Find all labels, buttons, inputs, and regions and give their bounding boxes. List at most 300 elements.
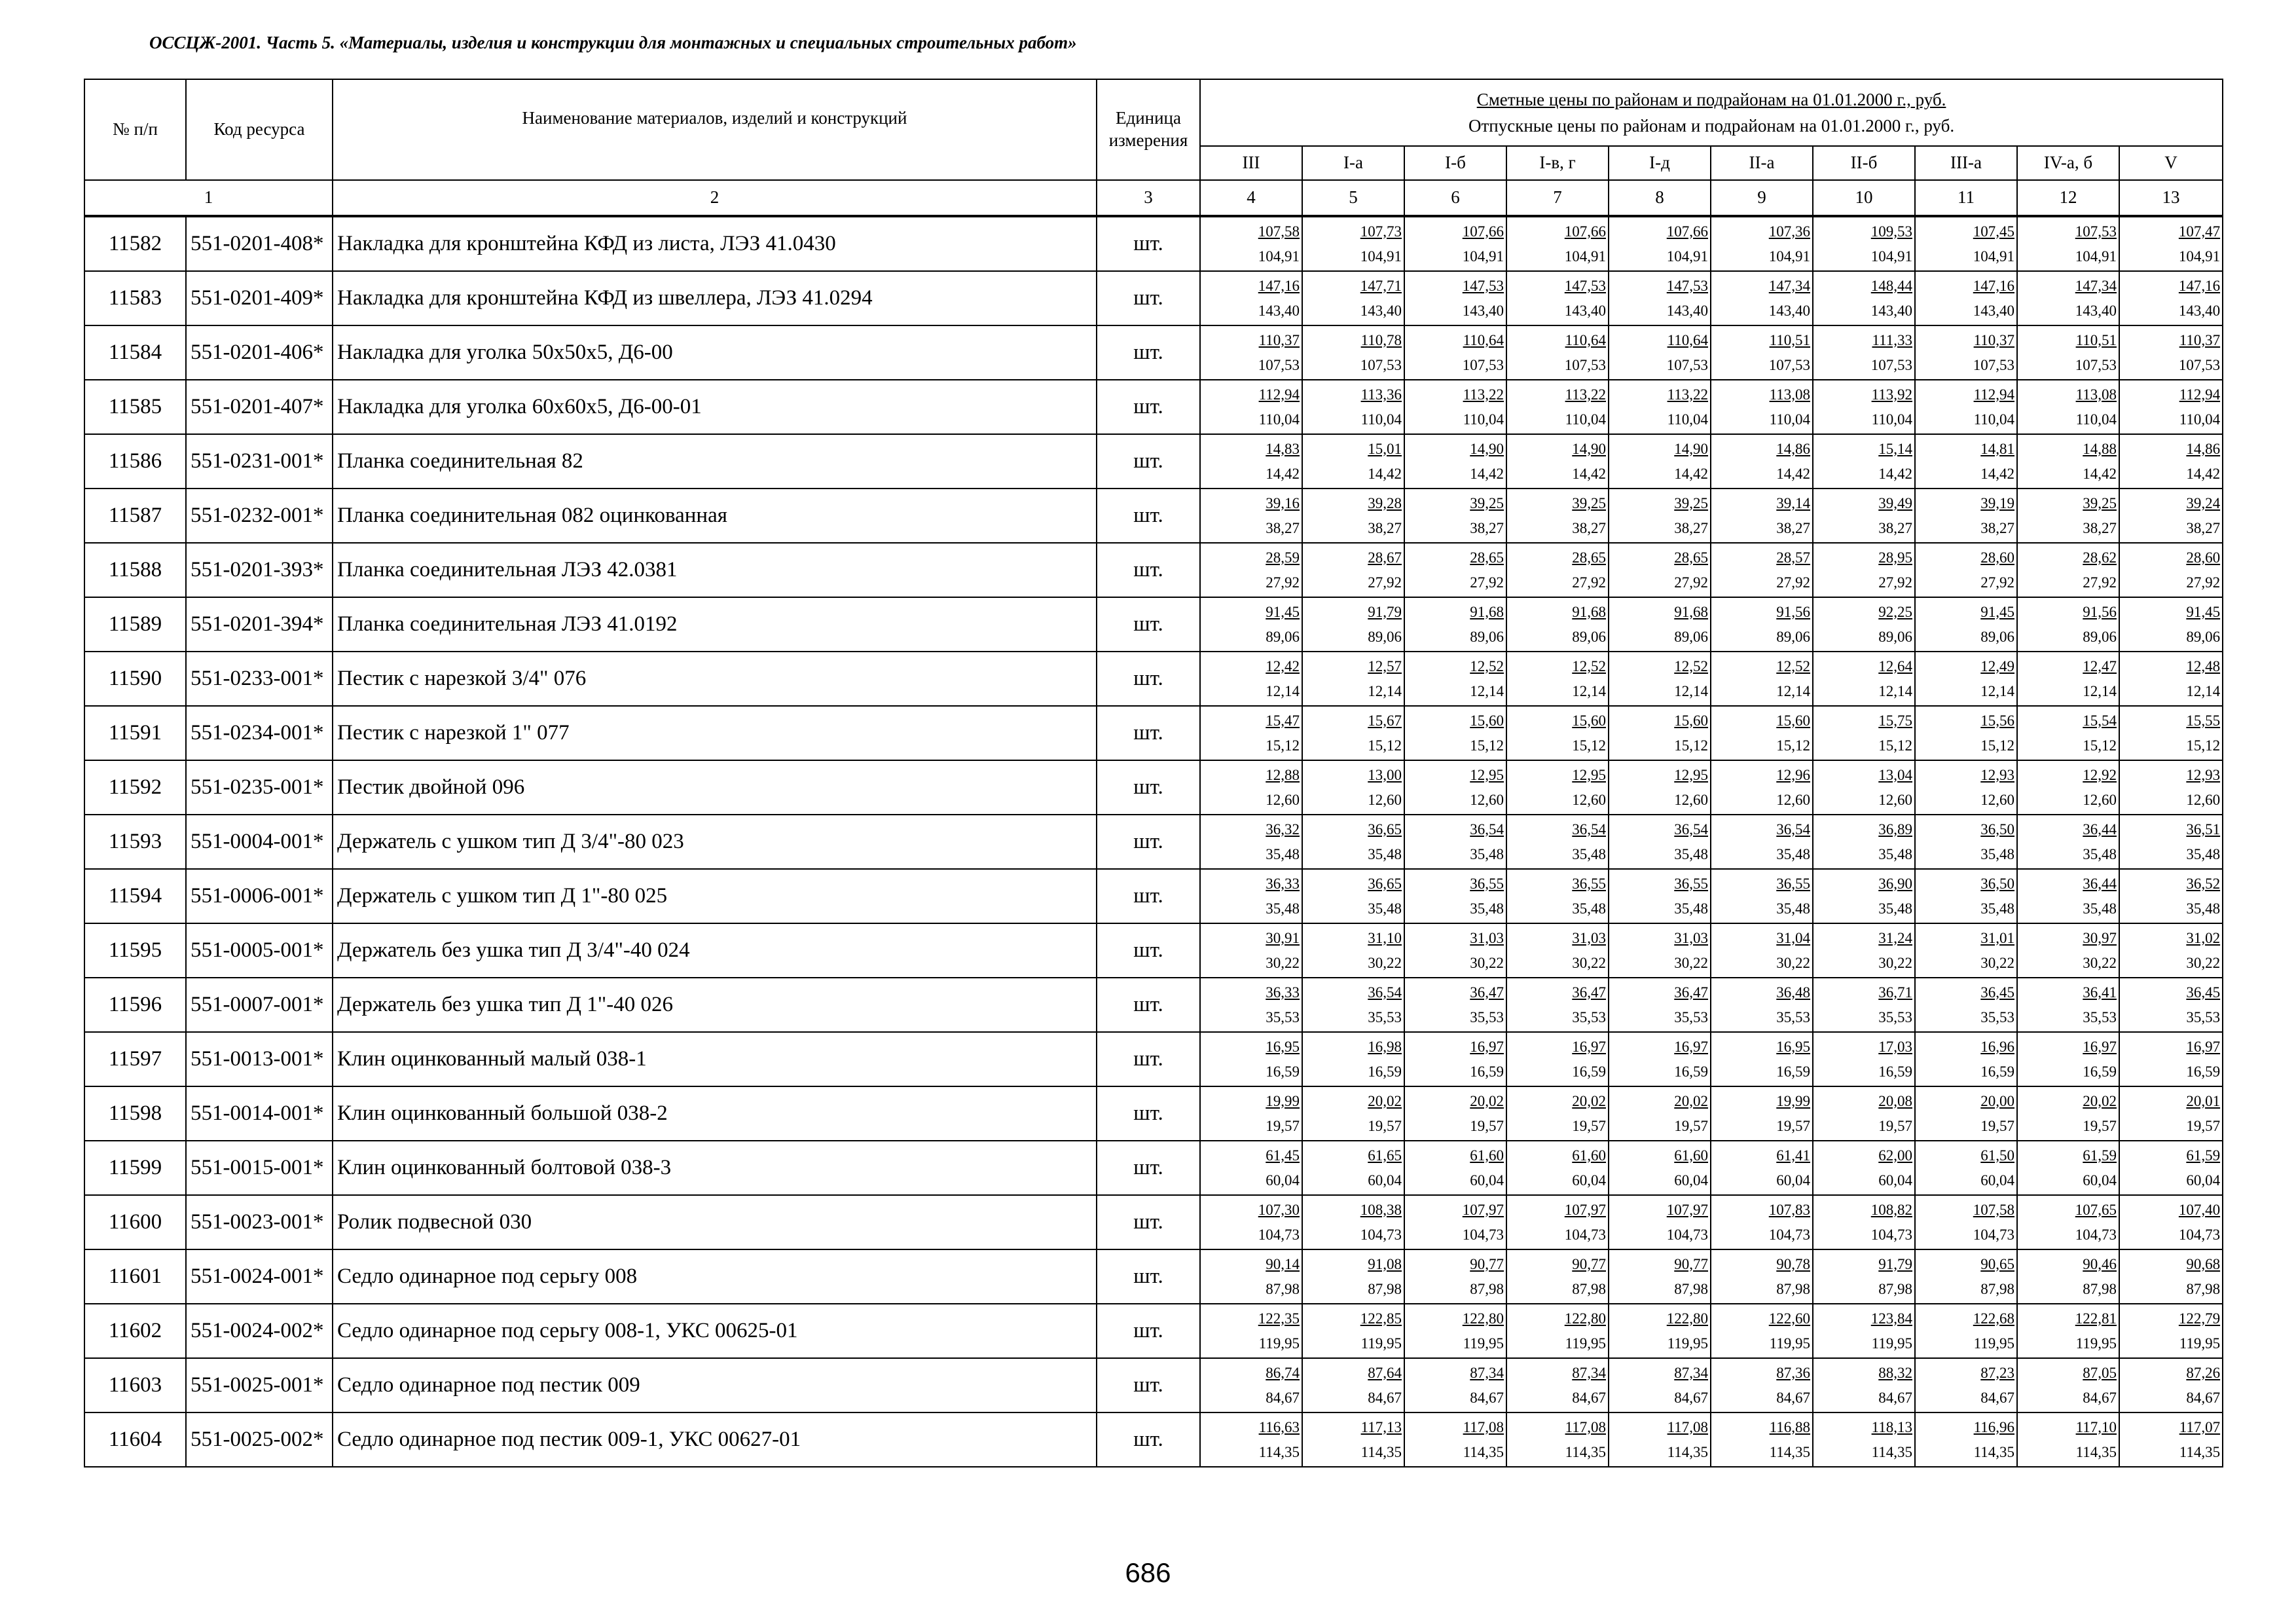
release-price: 30,22 xyxy=(1674,954,1708,971)
estimated-price: 39,14 xyxy=(1776,494,1810,511)
release-price: 12,14 xyxy=(1572,682,1606,699)
price-cell xyxy=(1711,1195,1813,1249)
resource-code: 551-0201-409* xyxy=(186,271,333,325)
region-header: V xyxy=(2119,146,2223,180)
unit-cell: шт. xyxy=(1097,216,1200,271)
estimated-price: 92,25 xyxy=(1878,603,1912,620)
price-cell xyxy=(1609,597,1711,652)
release-price: 35,48 xyxy=(1266,900,1300,917)
material-name: Планка соединительная 82 xyxy=(333,434,1097,489)
estimated-price: 107,66 xyxy=(1564,223,1606,240)
release-price: 15,12 xyxy=(1572,737,1606,754)
estimated-price: 28,60 xyxy=(2186,549,2221,566)
price-cell xyxy=(2119,325,2223,380)
price-cell xyxy=(2017,325,2119,380)
price-cell xyxy=(1302,760,1404,815)
column-number: 13 xyxy=(2119,180,2223,216)
region-header: I-д xyxy=(1609,146,1711,180)
price-cell xyxy=(1200,216,1302,271)
price-cell xyxy=(1302,652,1404,706)
price-cell xyxy=(2017,489,2119,543)
price-cell xyxy=(1302,1304,1404,1358)
release-price: 104,91 xyxy=(1870,248,1912,265)
estimated-price: 39,16 xyxy=(1266,494,1300,511)
release-price: 110,04 xyxy=(1565,411,1606,428)
estimated-price: 147,16 xyxy=(2178,277,2221,294)
column-number: 4 xyxy=(1200,180,1302,216)
resource-code: 551-0234-001* xyxy=(186,706,333,760)
release-price: 38,27 xyxy=(1674,519,1708,536)
material-name: Накладка для уголка 60х60х5, Д6-00-01 xyxy=(333,380,1097,434)
header-unit: Единица измерения xyxy=(1097,79,1200,180)
column-number: 5 xyxy=(1302,180,1404,216)
price-cell xyxy=(1915,1032,2017,1086)
release-price: 89,06 xyxy=(1878,628,1912,645)
material-name: Держатель с ушком тип Д 1"-80 025 xyxy=(333,869,1097,923)
estimated-price: 15,47 xyxy=(1266,712,1300,729)
estimated-price: 36,47 xyxy=(1470,984,1504,1001)
release-price: 12,60 xyxy=(1878,791,1912,808)
estimated-price: 111,33 xyxy=(1872,331,1912,348)
estimated-price: 36,55 xyxy=(1776,875,1810,892)
release-price: 104,73 xyxy=(2178,1226,2221,1243)
resource-code: 551-0201-407* xyxy=(186,380,333,434)
estimated-price: 107,73 xyxy=(1360,223,1402,240)
estimated-price: 39,25 xyxy=(1572,494,1606,511)
row-number: 11589 xyxy=(84,597,186,652)
price-cell xyxy=(1200,1304,1302,1358)
release-price: 104,91 xyxy=(1462,248,1504,265)
estimated-price: 36,55 xyxy=(1470,875,1504,892)
price-cell xyxy=(1404,1412,1506,1467)
estimated-price: 147,71 xyxy=(1360,277,1402,294)
estimated-price: 36,45 xyxy=(2186,984,2221,1001)
price-cell xyxy=(1609,325,1711,380)
release-price: 114,35 xyxy=(1360,1443,1402,1460)
release-price: 38,27 xyxy=(1776,519,1810,536)
region-header: II-б xyxy=(1813,146,1915,180)
estimated-price: 107,36 xyxy=(1768,223,1810,240)
release-price: 143,40 xyxy=(1768,302,1810,319)
price-cell xyxy=(2017,597,2119,652)
estimated-price: 14,86 xyxy=(1776,440,1810,457)
estimated-price: 147,16 xyxy=(1973,277,2014,294)
unit-cell: шт. xyxy=(1097,1195,1200,1249)
release-price: 19,57 xyxy=(1776,1117,1810,1134)
price-cell xyxy=(1609,652,1711,706)
price-cell xyxy=(1506,380,1609,434)
price-cell xyxy=(1711,706,1813,760)
release-price: 104,73 xyxy=(1666,1226,1708,1243)
price-cell xyxy=(1404,1249,1506,1304)
release-price: 60,04 xyxy=(1776,1172,1810,1189)
table-row xyxy=(84,1141,2223,1195)
table-row xyxy=(84,1032,2223,1086)
price-cell xyxy=(2119,1195,2223,1249)
estimated-price: 91,68 xyxy=(1470,603,1504,620)
price-cell xyxy=(1404,1032,1506,1086)
estimated-price: 122,85 xyxy=(1360,1310,1402,1327)
price-cell xyxy=(1711,1086,1813,1141)
estimated-price: 107,30 xyxy=(1258,1201,1300,1218)
price-cell xyxy=(2119,597,2223,652)
estimated-price: 28,57 xyxy=(1776,549,1810,566)
region-header: I-а xyxy=(1302,146,1404,180)
estimated-price: 12,95 xyxy=(1674,766,1708,783)
table-row xyxy=(84,1195,2223,1249)
estimated-price: 15,75 xyxy=(1878,712,1912,729)
release-price: 14,42 xyxy=(1980,465,2014,482)
material-name: Седло одинарное под серьгу 008 xyxy=(333,1249,1097,1304)
price-cell xyxy=(1915,978,2017,1032)
price-cell xyxy=(1200,1086,1302,1141)
release-price: 30,22 xyxy=(1266,954,1300,971)
unit-cell: шт. xyxy=(1097,978,1200,1032)
price-cell xyxy=(1813,543,1915,597)
price-cell xyxy=(1506,815,1609,869)
release-price: 19,57 xyxy=(2186,1117,2221,1134)
estimated-price: 91,68 xyxy=(1572,603,1606,620)
release-price: 35,48 xyxy=(1674,900,1708,917)
price-cell xyxy=(1200,978,1302,1032)
price-cell xyxy=(1915,1412,2017,1467)
estimated-price: 87,34 xyxy=(1470,1364,1504,1381)
price-cell xyxy=(1404,923,1506,978)
price-cell xyxy=(2119,1086,2223,1141)
estimated-price: 61,60 xyxy=(1470,1147,1504,1164)
release-price: 19,57 xyxy=(1878,1117,1912,1134)
price-cell xyxy=(1813,706,1915,760)
price-cell xyxy=(1200,434,1302,489)
unit-cell: шт. xyxy=(1097,652,1200,706)
release-price: 27,92 xyxy=(2186,574,2221,591)
release-price: 60,04 xyxy=(1368,1172,1402,1189)
price-cell xyxy=(1200,706,1302,760)
release-price: 12,14 xyxy=(2083,682,2117,699)
material-name: Планка соединительная ЛЭЗ 41.0192 xyxy=(333,597,1097,652)
estimated-price: 107,45 xyxy=(1973,223,2014,240)
price-cell xyxy=(1506,1141,1609,1195)
table-row xyxy=(84,815,2223,869)
table-row xyxy=(84,434,2223,489)
table-row xyxy=(84,380,2223,434)
price-cell xyxy=(1200,1249,1302,1304)
estimated-price: 36,54 xyxy=(1470,821,1504,838)
estimated-price: 14,81 xyxy=(1980,440,2014,457)
estimated-price: 107,47 xyxy=(2178,223,2221,240)
estimated-price: 61,60 xyxy=(1674,1147,1708,1164)
unit-cell: шт. xyxy=(1097,489,1200,543)
release-price: 12,14 xyxy=(1980,682,2014,699)
table-row xyxy=(84,652,2223,706)
resource-code: 551-0232-001* xyxy=(186,489,333,543)
header-release-prices: Отпускные цены по районам и подрайонам на 01.01.2000 г., руб. xyxy=(1468,116,1955,136)
release-price: 89,06 xyxy=(1266,628,1300,645)
price-cell xyxy=(1200,597,1302,652)
price-cell xyxy=(1506,543,1609,597)
price-cell xyxy=(1711,597,1813,652)
estimated-price: 36,65 xyxy=(1368,875,1402,892)
price-cell xyxy=(1302,815,1404,869)
price-cell xyxy=(1915,325,2017,380)
material-name: Держатель без ушка тип Д 1"-40 026 xyxy=(333,978,1097,1032)
release-price: 30,22 xyxy=(1572,954,1606,971)
release-price: 104,91 xyxy=(1564,248,1606,265)
estimated-price: 15,54 xyxy=(2083,712,2117,729)
release-price: 27,92 xyxy=(1368,574,1402,591)
release-price: 27,92 xyxy=(1266,574,1300,591)
release-price: 110,04 xyxy=(1463,411,1504,428)
estimated-price: 122,35 xyxy=(1258,1310,1300,1327)
estimated-price: 20,08 xyxy=(1878,1092,1912,1109)
release-price: 119,95 xyxy=(1258,1335,1300,1352)
estimated-price: 12,42 xyxy=(1266,657,1300,674)
resource-code: 551-0014-001* xyxy=(186,1086,333,1141)
price-cell xyxy=(2119,923,2223,978)
release-price: 114,35 xyxy=(1769,1443,1810,1460)
unit-cell: шт. xyxy=(1097,1086,1200,1141)
estimated-price: 109,53 xyxy=(1870,223,1912,240)
release-price: 60,04 xyxy=(2186,1172,2221,1189)
price-cell xyxy=(1506,978,1609,1032)
price-cell xyxy=(1813,1086,1915,1141)
estimated-price: 61,50 xyxy=(1980,1147,2014,1164)
price-cell xyxy=(1506,869,1609,923)
price-cell xyxy=(2017,1032,2119,1086)
estimated-price: 122,68 xyxy=(1973,1310,2014,1327)
price-cell xyxy=(1506,706,1609,760)
release-price: 35,48 xyxy=(1368,900,1402,917)
price-cell xyxy=(1609,1141,1711,1195)
estimated-price: 91,45 xyxy=(1980,603,2014,620)
release-price: 119,95 xyxy=(2179,1335,2221,1352)
price-cell xyxy=(1506,1032,1609,1086)
price-cell xyxy=(1915,923,2017,978)
price-cell xyxy=(1404,434,1506,489)
price-cell xyxy=(1404,1304,1506,1358)
price-cell xyxy=(1813,1249,1915,1304)
estimated-price: 15,60 xyxy=(1776,712,1810,729)
price-cell xyxy=(2119,760,2223,815)
estimated-price: 39,25 xyxy=(1674,494,1708,511)
price-cell xyxy=(1813,923,1915,978)
price-cell xyxy=(1915,1141,2017,1195)
table-row xyxy=(84,923,2223,978)
release-price: 143,40 xyxy=(1666,302,1708,319)
release-price: 104,91 xyxy=(1666,248,1708,265)
estimated-price: 16,98 xyxy=(1368,1038,1402,1055)
release-price: 35,53 xyxy=(1776,1008,1810,1025)
estimated-price: 61,59 xyxy=(2186,1147,2221,1164)
price-cell xyxy=(1813,1032,1915,1086)
release-price: 35,53 xyxy=(1878,1008,1912,1025)
estimated-price: 13,00 xyxy=(1368,766,1402,783)
price-cell xyxy=(1609,760,1711,815)
price-cell xyxy=(1302,489,1404,543)
estimated-price: 28,65 xyxy=(1470,549,1504,566)
material-name: Пестик с нарезкой 1" 077 xyxy=(333,706,1097,760)
estimated-price: 15,14 xyxy=(1878,440,1912,457)
price-cell xyxy=(1813,434,1915,489)
price-cell xyxy=(1813,1304,1915,1358)
price-cell xyxy=(1200,923,1302,978)
price-cell xyxy=(1813,1141,1915,1195)
price-cell xyxy=(1609,923,1711,978)
estimated-price: 110,64 xyxy=(1667,331,1708,348)
estimated-price: 12,88 xyxy=(1266,766,1300,783)
price-cell xyxy=(1711,1412,1813,1467)
row-number: 11593 xyxy=(84,815,186,869)
price-cell xyxy=(1609,1032,1711,1086)
estimated-price: 117,08 xyxy=(1565,1418,1606,1435)
estimated-price: 19,99 xyxy=(1266,1092,1300,1109)
header-prices-group xyxy=(1200,79,2223,146)
price-cell xyxy=(1404,489,1506,543)
release-price: 89,06 xyxy=(1368,628,1402,645)
estimated-price: 113,92 xyxy=(1871,386,1912,403)
price-cell xyxy=(1915,869,2017,923)
unit-cell: шт. xyxy=(1097,760,1200,815)
column-number: 7 xyxy=(1506,180,1609,216)
release-price: 89,06 xyxy=(1674,628,1708,645)
release-price: 60,04 xyxy=(1980,1172,2014,1189)
estimated-price: 123,84 xyxy=(1870,1310,1912,1327)
price-cell xyxy=(1915,1195,2017,1249)
price-cell xyxy=(1915,706,2017,760)
release-price: 38,27 xyxy=(1572,519,1606,536)
price-cell xyxy=(1506,1249,1609,1304)
price-cell xyxy=(1915,1249,2017,1304)
estimated-price: 15,60 xyxy=(1470,712,1504,729)
price-cell xyxy=(1302,597,1404,652)
resource-code: 551-0006-001* xyxy=(186,869,333,923)
material-name: Клин оцинкованный малый 038-1 xyxy=(333,1032,1097,1086)
estimated-price: 147,53 xyxy=(1462,277,1504,294)
price-cell xyxy=(1915,815,2017,869)
release-price: 35,53 xyxy=(1980,1008,2014,1025)
release-price: 35,53 xyxy=(1368,1008,1402,1025)
price-cell xyxy=(1506,1412,1609,1467)
release-price: 16,59 xyxy=(1980,1063,2014,1080)
price-cell xyxy=(1404,706,1506,760)
price-cell xyxy=(1711,923,1813,978)
price-cell xyxy=(1200,760,1302,815)
price-cell xyxy=(1506,1304,1609,1358)
estimated-price: 112,94 xyxy=(2179,386,2221,403)
estimated-price: 87,34 xyxy=(1572,1364,1606,1381)
material-name: Накладка для кронштейна КФД из швеллера, ЛЭЗ 41.0294 xyxy=(333,271,1097,325)
release-price: 27,92 xyxy=(2083,574,2117,591)
release-price: 35,48 xyxy=(1980,845,2014,862)
price-cell xyxy=(2119,869,2223,923)
unit-cell: шт. xyxy=(1097,1358,1200,1412)
release-price: 27,92 xyxy=(1776,574,1810,591)
resource-code: 551-0005-001* xyxy=(186,923,333,978)
row-number: 11591 xyxy=(84,706,186,760)
estimated-price: 36,71 xyxy=(1878,984,1912,1001)
estimated-price: 113,22 xyxy=(1463,386,1504,403)
resource-code: 551-0231-001* xyxy=(186,434,333,489)
region-header: IV-а, б xyxy=(2017,146,2119,180)
price-cell xyxy=(1609,1358,1711,1412)
price-cell xyxy=(2119,706,2223,760)
release-price: 38,27 xyxy=(1470,519,1504,536)
estimated-price: 28,62 xyxy=(2083,549,2117,566)
resource-code: 551-0004-001* xyxy=(186,815,333,869)
price-cell xyxy=(2017,760,2119,815)
price-cell xyxy=(2119,434,2223,489)
estimated-price: 90,77 xyxy=(1572,1255,1606,1272)
region-header: III-а xyxy=(1915,146,2017,180)
estimated-price: 91,79 xyxy=(1368,603,1402,620)
release-price: 38,27 xyxy=(2186,519,2221,536)
row-number: 11594 xyxy=(84,869,186,923)
estimated-price: 31,03 xyxy=(1674,929,1708,946)
price-cell xyxy=(1506,597,1609,652)
release-price: 30,22 xyxy=(1776,954,1810,971)
estimated-price: 12,52 xyxy=(1470,657,1504,674)
table-row xyxy=(84,597,2223,652)
release-price: 143,40 xyxy=(1360,302,1402,319)
release-price: 107,53 xyxy=(1666,356,1708,373)
release-price: 30,22 xyxy=(1368,954,1402,971)
release-price: 35,48 xyxy=(2083,845,2117,862)
estimated-price: 87,26 xyxy=(2186,1364,2221,1381)
release-price: 27,92 xyxy=(1878,574,1912,591)
release-price: 104,73 xyxy=(1462,1226,1504,1243)
release-price: 143,40 xyxy=(1564,302,1606,319)
estimated-price: 12,57 xyxy=(1368,657,1402,674)
estimated-price: 147,16 xyxy=(1258,277,1300,294)
column-number: 1 xyxy=(84,180,333,216)
release-price: 110,04 xyxy=(1973,411,2014,428)
estimated-price: 61,60 xyxy=(1572,1147,1606,1164)
price-cell xyxy=(2017,1304,2119,1358)
estimated-price: 110,78 xyxy=(1360,331,1402,348)
estimated-price: 16,95 xyxy=(1776,1038,1810,1055)
estimated-price: 12,93 xyxy=(1980,766,2014,783)
estimated-price: 20,02 xyxy=(1674,1092,1708,1109)
material-name: Держатель без ушка тип Д 3/4"-40 024 xyxy=(333,923,1097,978)
release-price: 35,48 xyxy=(2186,845,2221,862)
price-cell xyxy=(1609,978,1711,1032)
release-price: 87,98 xyxy=(2083,1280,2117,1297)
resource-code: 551-0201-406* xyxy=(186,325,333,380)
release-price: 104,73 xyxy=(1360,1226,1402,1243)
price-cell xyxy=(1813,380,1915,434)
release-price: 12,60 xyxy=(1368,791,1402,808)
estimated-price: 88,32 xyxy=(1878,1364,1912,1381)
unit-cell: шт. xyxy=(1097,1141,1200,1195)
estimated-price: 14,90 xyxy=(1572,440,1606,457)
price-cell xyxy=(1711,760,1813,815)
price-cell xyxy=(1200,869,1302,923)
estimated-price: 90,78 xyxy=(1776,1255,1810,1272)
release-price: 14,42 xyxy=(1572,465,1606,482)
price-cell xyxy=(1711,216,1813,271)
material-name: Клин оцинкованный большой 038-2 xyxy=(333,1086,1097,1141)
price-cell xyxy=(1506,1358,1609,1412)
price-cell xyxy=(1404,1141,1506,1195)
price-cell xyxy=(1915,1086,2017,1141)
document-header: ОССЦЖ-2001. Часть 5. «Материалы, изделия и конструкции для монтажных и специальных строительных работ» xyxy=(149,33,1077,52)
release-price: 38,27 xyxy=(1878,519,1912,536)
release-price: 60,04 xyxy=(1572,1172,1606,1189)
release-price: 12,14 xyxy=(2186,682,2221,699)
estimated-price: 12,47 xyxy=(2083,657,2117,674)
estimated-price: 36,33 xyxy=(1266,984,1300,1001)
release-price: 35,48 xyxy=(1266,845,1300,862)
